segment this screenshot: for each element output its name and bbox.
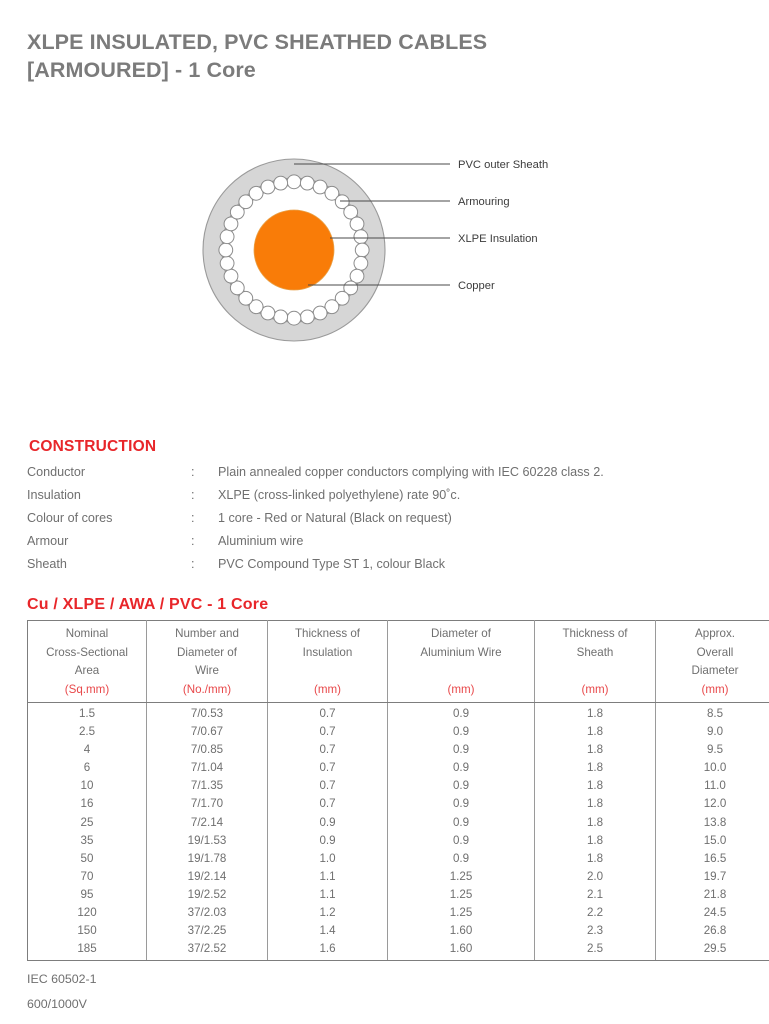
- callout-label-copper: Copper: [458, 280, 495, 292]
- armour-wire: [350, 217, 364, 231]
- construction-section: [27, 438, 742, 580]
- construction-row: [27, 488, 742, 511]
- cable-cross-section-diagram: [190, 128, 610, 368]
- construction-row-key: Insulation: [27, 488, 81, 502]
- table-column-header-line: Diameter: [691, 664, 739, 677]
- table-column-header-line: Insulation: [302, 645, 353, 659]
- table-cell: 11.0: [656, 777, 769, 795]
- table-cell: 6: [28, 759, 147, 777]
- armour-wire: [300, 310, 314, 324]
- table-column-header: [535, 621, 656, 703]
- table-column-header-line: Wire: [195, 664, 219, 677]
- construction-row-value: PVC Compound Type ST 1, colour Black: [218, 557, 446, 571]
- table-cell: 2.3: [535, 922, 656, 940]
- construction-row-key: Colour of cores: [27, 511, 113, 525]
- table-column-header-line: Cross-Sectional: [46, 645, 128, 659]
- table-cell: 2.2: [535, 904, 656, 922]
- table-row: [28, 904, 769, 922]
- table-cell: 10.0: [656, 759, 769, 777]
- table-cell: 7/1.04: [147, 759, 268, 777]
- callout-label-armouring: Armouring: [458, 196, 510, 208]
- specification-table-head: [28, 621, 769, 703]
- table-column-header-unit: (mm): [701, 682, 729, 696]
- table-cell: 0.9: [388, 741, 535, 759]
- armour-wire: [313, 306, 327, 320]
- table-cell: 0.7: [268, 703, 388, 724]
- armour-wire: [219, 243, 233, 257]
- armour-wire: [224, 269, 238, 283]
- table-cell: 2.0: [535, 868, 656, 886]
- table-cell: 0.9: [268, 832, 388, 850]
- callout-label-pvc-outer-sheath: PVC outer Sheath: [458, 159, 549, 171]
- table-cell: 0.9: [388, 814, 535, 832]
- table-column-header-line: Diameter of: [431, 627, 491, 640]
- table-column-header-line: Aluminium Wire: [420, 645, 502, 659]
- table-cell: 95: [28, 886, 147, 904]
- page-title: [27, 28, 727, 84]
- table-cell: 0.9: [388, 832, 535, 850]
- table-cell: 0.9: [268, 814, 388, 832]
- table-cell: 21.8: [656, 886, 769, 904]
- table-row: [28, 723, 769, 741]
- table-cell: 0.9: [388, 850, 535, 868]
- table-column-header-line: Overall: [696, 645, 734, 659]
- table-cell: 1.2: [268, 904, 388, 922]
- table-cell: 19/1.78: [147, 850, 268, 868]
- table-cell: 0.9: [388, 777, 535, 795]
- construction-row-value: 1 core - Red or Natural (Black on request): [218, 511, 452, 525]
- table-column-header-line: Sheath: [576, 645, 614, 659]
- table-header-row: [28, 621, 769, 703]
- construction-row-separator: :: [191, 488, 195, 502]
- construction-row-separator: :: [191, 557, 195, 571]
- table-cell: 37/2.52: [147, 940, 268, 961]
- table-cell: 19/1.53: [147, 832, 268, 850]
- footer: [27, 967, 97, 1017]
- footer-voltage: 600/1000V: [27, 997, 87, 1011]
- table-cell: 0.7: [268, 795, 388, 813]
- armour-wire: [287, 311, 301, 325]
- table-row: [28, 814, 769, 832]
- table-row: [28, 703, 769, 724]
- table-column-header-line: Approx.: [695, 627, 735, 640]
- construction-row-separator: :: [191, 511, 195, 525]
- table-cell: 1.8: [535, 777, 656, 795]
- construction-row-value: XLPE (cross-linked polyethylene) rate 90˚c.: [218, 488, 461, 502]
- specification-table: [27, 620, 769, 961]
- table-cell: 9.5: [656, 741, 769, 759]
- specification-table-title: Cu / XLPE / AWA / PVC - 1 Core: [27, 596, 269, 613]
- table-column-header-line: Number and: [175, 627, 239, 640]
- table-cell: 2.5: [28, 723, 147, 741]
- table-cell: 185: [28, 940, 147, 961]
- callout-label-xlpe-insulation: XLPE Insulation: [458, 233, 538, 245]
- table-cell: 0.9: [388, 795, 535, 813]
- table-cell: 0.7: [268, 759, 388, 777]
- table-cell: 1.25: [388, 904, 535, 922]
- table-cell: 7/2.14: [147, 814, 268, 832]
- table-column-header-unit: (No./mm): [182, 682, 232, 696]
- table-column-header: [268, 621, 388, 703]
- table-cell: 70: [28, 868, 147, 886]
- specification-table-body: [28, 703, 769, 961]
- table-row: [28, 940, 769, 961]
- table-cell: 1.8: [535, 814, 656, 832]
- copper-conductor: [254, 210, 334, 290]
- table-cell: 7/0.67: [147, 723, 268, 741]
- page-title-line-1: XLPE INSULATED, PVC SHEATHED CABLES: [27, 30, 488, 54]
- table-cell: 0.7: [268, 723, 388, 741]
- table-column-header-unit: (Sq.mm): [64, 682, 110, 696]
- construction-row: [27, 511, 742, 534]
- armour-wire: [274, 176, 288, 190]
- table-cell: 2.5: [535, 940, 656, 961]
- table-cell: 9.0: [656, 723, 769, 741]
- table-cell: 1.0: [268, 850, 388, 868]
- table-cell: 0.9: [388, 703, 535, 724]
- table-row: [28, 832, 769, 850]
- table-cell: 37/2.03: [147, 904, 268, 922]
- table-cell: 29.5: [656, 940, 769, 961]
- construction-row-separator: :: [191, 534, 195, 548]
- table-cell: 19.7: [656, 868, 769, 886]
- table-cell: 1.8: [535, 832, 656, 850]
- table-cell: 16: [28, 795, 147, 813]
- table-row: [28, 759, 769, 777]
- construction-row-separator: :: [191, 465, 195, 479]
- table-row: [28, 850, 769, 868]
- construction-row-value: Aluminium wire: [218, 534, 304, 548]
- table-cell: 1.6: [268, 940, 388, 961]
- armour-wire: [354, 230, 368, 244]
- armour-wire: [220, 256, 234, 270]
- table-cell: 7/0.53: [147, 703, 268, 724]
- table-column-header-line: Thickness of: [562, 627, 628, 640]
- table-cell: 12.0: [656, 795, 769, 813]
- table-column-header-line: Area: [74, 664, 100, 677]
- table-cell: 10: [28, 777, 147, 795]
- construction-row: [27, 465, 742, 488]
- construction-row-key: Sheath: [27, 557, 67, 571]
- table-column-header-unit: (mm): [447, 682, 475, 696]
- table-cell: 15.0: [656, 832, 769, 850]
- table-cell: 13.8: [656, 814, 769, 832]
- table-row: [28, 777, 769, 795]
- table-cell: 1.25: [388, 868, 535, 886]
- table-cell: 25: [28, 814, 147, 832]
- table-cell: 150: [28, 922, 147, 940]
- table-column-header: [656, 621, 769, 703]
- table-cell: 1.4: [268, 922, 388, 940]
- table-row: [28, 795, 769, 813]
- table-cell: 7/1.70: [147, 795, 268, 813]
- footer-standard: IEC 60502-1: [27, 972, 97, 986]
- table-cell: 1.8: [535, 741, 656, 759]
- table-cell: 7/1.35: [147, 777, 268, 795]
- table-cell: 1.60: [388, 922, 535, 940]
- table-row: [28, 886, 769, 904]
- construction-row: [27, 534, 742, 557]
- table-cell: 16.5: [656, 850, 769, 868]
- table-cell: 19/2.14: [147, 868, 268, 886]
- table-column-header: [147, 621, 268, 703]
- table-cell: 1.8: [535, 703, 656, 724]
- table-cell: 7/0.85: [147, 741, 268, 759]
- table-cell: 1.8: [535, 850, 656, 868]
- table-column-header-unit: (mm): [313, 682, 342, 696]
- page-title-line-2: [ARMOURED] - 1 Core: [27, 58, 256, 82]
- armour-wire: [287, 175, 301, 189]
- armour-wire: [220, 230, 234, 244]
- table-cell: 1.8: [535, 723, 656, 741]
- table-row: [28, 868, 769, 886]
- table-cell: 1.8: [535, 759, 656, 777]
- table-cell: 2.1: [535, 886, 656, 904]
- table-cell: 19/2.52: [147, 886, 268, 904]
- table-cell: 0.9: [388, 759, 535, 777]
- table-column-header: [28, 621, 147, 703]
- table-column-header-line: Thickness of: [294, 627, 361, 640]
- table-column-header-unit: (mm): [581, 682, 609, 696]
- armour-wire: [354, 256, 368, 270]
- table-cell: 120: [28, 904, 147, 922]
- construction-row: [27, 557, 742, 580]
- table-row: [28, 741, 769, 759]
- armour-wire: [274, 310, 288, 324]
- table-cell: 24.5: [656, 904, 769, 922]
- armour-wire: [355, 243, 369, 257]
- table-column-header-line: Diameter of: [177, 645, 237, 659]
- table-cell: 1.8: [535, 795, 656, 813]
- construction-spec-list: [27, 465, 742, 580]
- armour-wire: [300, 176, 314, 190]
- table-cell: 1.5: [28, 703, 147, 724]
- table-column-header-line: Nominal: [65, 627, 109, 640]
- table-column-header: [388, 621, 535, 703]
- construction-row-key: Conductor: [27, 465, 86, 479]
- table-cell: 37/2.25: [147, 922, 268, 940]
- armour-wire: [261, 180, 275, 194]
- table-cell: 1.25: [388, 886, 535, 904]
- table-row: [28, 922, 769, 940]
- construction-row-value: Plain annealed copper conductors complying with IEC 60228 class 2.: [218, 465, 604, 479]
- construction-row-key: Armour: [27, 534, 69, 548]
- table-cell: 35: [28, 832, 147, 850]
- table-cell: 8.5: [656, 703, 769, 724]
- table-cell: 0.9: [388, 723, 535, 741]
- specification-table-block: [27, 596, 747, 961]
- table-cell: 1.1: [268, 886, 388, 904]
- table-cell: 4: [28, 741, 147, 759]
- table-cell: 50: [28, 850, 147, 868]
- table-cell: 0.7: [268, 741, 388, 759]
- table-cell: 26.8: [656, 922, 769, 940]
- table-cell: 1.60: [388, 940, 535, 961]
- construction-heading: CONSTRUCTION: [29, 438, 157, 455]
- table-cell: 0.7: [268, 777, 388, 795]
- table-cell: 1.1: [268, 868, 388, 886]
